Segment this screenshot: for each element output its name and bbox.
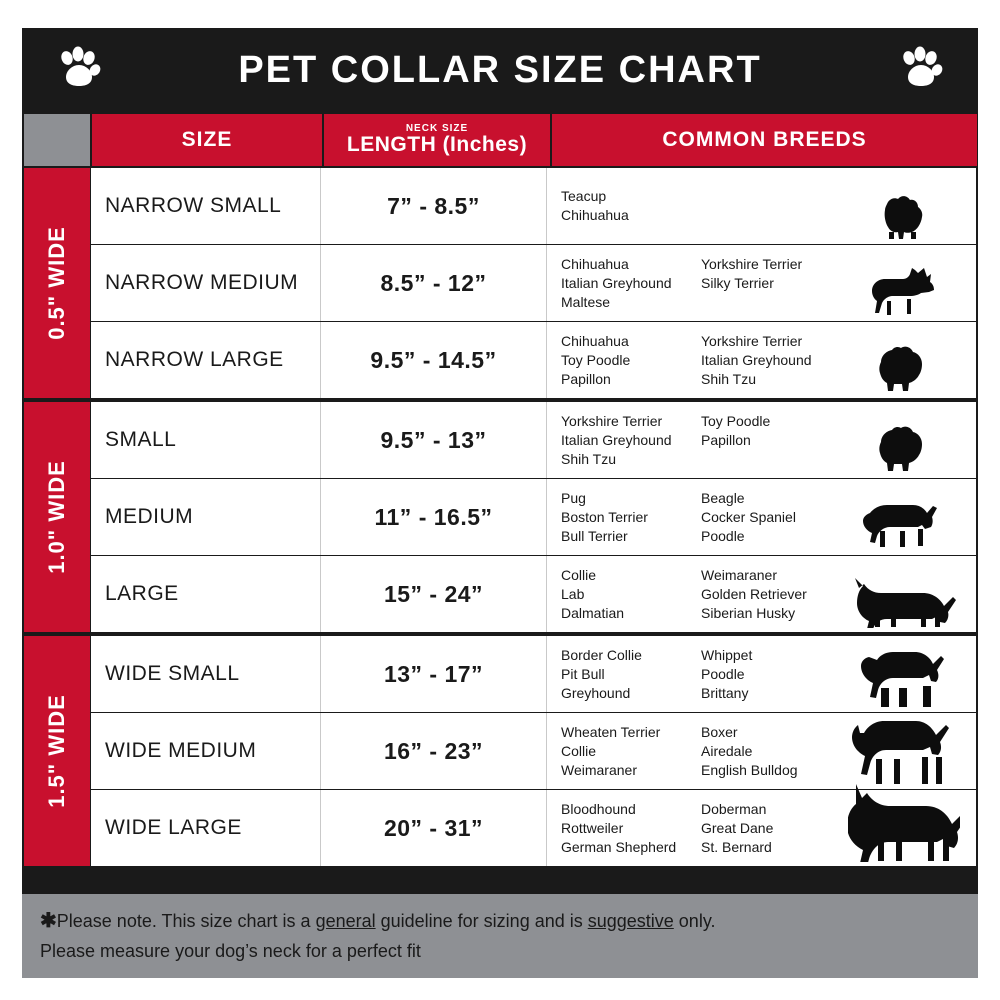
breed-name: Papillon: [561, 370, 611, 387]
header-breeds: COMMON BREEDS: [552, 114, 977, 166]
group-label-text: 0.5" WIDE: [44, 226, 70, 340]
header-length: [324, 114, 550, 166]
footer-emph-suggestive: suggestive: [587, 911, 674, 931]
breed-list: [701, 646, 841, 703]
breed-list: [561, 489, 701, 546]
breed-name: Rottweiler: [561, 819, 624, 836]
breed-name: Weimaraner: [701, 566, 777, 583]
breed-name: Collie: [561, 566, 597, 583]
breed-name: Great Dane: [701, 819, 774, 836]
breed-name: Bloodhound: [561, 800, 636, 817]
breed-name: Yorkshire Terrier: [561, 412, 663, 429]
breed-list: [701, 332, 841, 389]
cell-size: MEDIUM: [91, 479, 321, 555]
cell-size: WIDE LARGE: [91, 790, 321, 866]
breed-name: Italian Greyhound: [561, 274, 672, 291]
cell-breeds: [547, 713, 976, 789]
breed-list: [561, 646, 701, 703]
breed-name: Shih Tzu: [561, 450, 616, 467]
paw-icon: [898, 46, 944, 92]
breed-name: Dalmatian: [561, 604, 625, 621]
breed-name: Chihuahua: [561, 255, 629, 272]
cell-length: 11” - 16.5”: [321, 479, 547, 555]
table-row: [91, 402, 976, 478]
breed-name: Yorkshire Terrier: [701, 255, 803, 272]
breed-name: Doberman: [701, 800, 767, 817]
breed-name: Brittany: [701, 684, 749, 701]
beagle-silhouette: [844, 481, 964, 551]
breed-name: Bull Terrier: [561, 527, 628, 544]
breed-columns: [561, 800, 841, 857]
cell-length: 15” - 24”: [321, 556, 547, 632]
breed-name: Lab: [561, 585, 585, 602]
breed-name: Wheaten Terrier: [561, 723, 661, 740]
breed-name: Beagle: [701, 489, 745, 506]
table-row: [91, 556, 976, 632]
cell-breeds: [547, 636, 976, 712]
width-group: [22, 402, 978, 632]
group-rows: [91, 402, 978, 632]
header-size: SIZE: [92, 114, 322, 166]
breed-list: [701, 412, 841, 469]
breed-name: Border Collie: [561, 646, 642, 663]
breed-list: [561, 412, 701, 469]
cell-breeds: [547, 322, 976, 398]
paw-icon: [56, 46, 102, 92]
breed-name: Pug: [561, 489, 586, 506]
cell-breeds: [547, 556, 976, 632]
breed-name: Italian Greyhound: [701, 351, 812, 368]
breed-list: [701, 255, 841, 312]
breed-columns: [561, 566, 841, 623]
breed-name: Papillon: [701, 431, 751, 448]
breed-list: [701, 800, 841, 857]
breed-columns: [561, 646, 841, 703]
footer-text-a: Please note. This size chart is a: [56, 911, 316, 931]
table-row: [91, 168, 976, 244]
table-row: [91, 636, 976, 712]
cell-length: 9.5” - 13”: [321, 402, 547, 478]
papillon-silhouette: [844, 404, 964, 474]
yorkie-silhouette: [844, 170, 964, 240]
cell-breeds: [547, 790, 976, 866]
table-row: [91, 479, 976, 555]
group-label-2: [24, 636, 90, 866]
page-title: PET COLLAR SIZE CHART: [238, 48, 762, 91]
breed-name: Siberian Husky: [701, 604, 796, 621]
cell-breeds: [547, 402, 976, 478]
footer-line-1: [40, 906, 960, 936]
breed-name: Maltese: [561, 293, 611, 310]
doberman-silhouette: [844, 792, 964, 862]
cell-size: WIDE MEDIUM: [91, 713, 321, 789]
cell-length: 13” - 17”: [321, 636, 547, 712]
table-row: [91, 322, 976, 398]
boxer-silhouette: [844, 715, 964, 785]
breed-name: Pit Bull: [561, 665, 605, 682]
breed-columns: [561, 723, 841, 780]
footer-note: [22, 894, 978, 978]
breed-list: [701, 566, 841, 623]
group-rows: [91, 168, 978, 398]
width-group: [22, 168, 978, 398]
header-length-sub: NECK SIZE: [405, 123, 469, 134]
asterisk-icon: ✱: [40, 910, 57, 932]
breed-name: Airedale: [701, 742, 753, 759]
cell-breeds: [547, 168, 976, 244]
breed-name: Weimaraner: [561, 761, 637, 778]
breed-columns: [561, 489, 841, 546]
breed-name: Golden Retriever: [701, 585, 807, 602]
breed-name: English Bulldog: [701, 761, 798, 778]
header-corner-cell: [24, 114, 90, 166]
breed-name: Shih Tzu: [701, 370, 756, 387]
breed-list: [561, 566, 701, 623]
breed-name: Boston Terrier: [561, 508, 648, 525]
breed-name: Teacup: [561, 188, 607, 204]
cell-size: NARROW LARGE: [91, 322, 321, 398]
cell-breeds: [547, 245, 976, 321]
group-label-text: 1.0" WIDE: [44, 460, 70, 574]
cell-length: 7” - 8.5”: [321, 168, 547, 244]
breed-name: Greyhound: [561, 684, 631, 701]
table-body: [22, 168, 978, 866]
group-rows: [91, 636, 978, 866]
table-row: [91, 245, 976, 321]
breed-name: Poodle: [701, 665, 745, 682]
cell-length: 8.5” - 12”: [321, 245, 547, 321]
breed-name: Collie: [561, 742, 597, 759]
breed-name: St. Bernard: [701, 838, 772, 855]
breed-name: [701, 187, 841, 206]
chart-header: [22, 28, 978, 112]
group-label-text: 1.5" WIDE: [44, 694, 70, 808]
breed-list: [561, 723, 701, 780]
chart-frame: [22, 28, 978, 978]
footer-emph-general: general: [315, 911, 376, 931]
breed-columns: [561, 332, 841, 389]
breed-columns: [561, 187, 841, 225]
breed-list: [561, 187, 701, 225]
cell-size: LARGE: [91, 556, 321, 632]
footer-text-e: only.: [673, 911, 716, 931]
cell-size: NARROW SMALL: [91, 168, 321, 244]
table-header-row: [22, 112, 978, 168]
breed-list: [561, 332, 701, 389]
breed-name: Italian Greyhound: [561, 431, 672, 448]
cell-size: NARROW MEDIUM: [91, 245, 321, 321]
group-label-1: [24, 402, 90, 632]
cell-size: SMALL: [91, 402, 321, 478]
breed-name: Toy Poodle: [701, 412, 771, 429]
breed-name: Yorkshire Terrier: [701, 332, 803, 349]
breed-columns: [561, 255, 841, 312]
breed-list: [561, 800, 701, 857]
cell-size: WIDE SMALL: [91, 636, 321, 712]
bulldog-silhouette: [844, 638, 964, 708]
breed-name: Chihuahua: [561, 207, 629, 223]
group-label-0: [24, 168, 90, 398]
breed-name: Silky Terrier: [701, 274, 774, 291]
breed-list: [701, 187, 841, 225]
cell-length: 9.5” - 14.5”: [321, 322, 547, 398]
cell-length: 20” - 31”: [321, 790, 547, 866]
breed-list: [701, 723, 841, 780]
breed-name: Chihuahua: [561, 332, 629, 349]
breed-name: German Shepherd: [561, 838, 677, 855]
footer-text-c: guideline for sizing and is: [375, 911, 588, 931]
breed-list: [701, 489, 841, 546]
breed-name: Boxer: [701, 723, 738, 740]
breed-columns: [561, 412, 841, 469]
footer-line-2: Please measure your dog’s neck for a perfect fit: [40, 941, 421, 961]
breed-name: Whippet: [701, 646, 753, 663]
cell-breeds: [547, 479, 976, 555]
breed-name: Poodle: [701, 527, 745, 544]
header-length-main: LENGTH (Inches): [346, 133, 528, 156]
table-row: [91, 713, 976, 789]
cell-length: 16” - 23”: [321, 713, 547, 789]
papillon-silhouette: [844, 324, 964, 394]
width-group: [22, 636, 978, 866]
breed-name: Cocker Spaniel: [701, 508, 796, 525]
retriever-silhouette: [844, 558, 964, 628]
size-table: [22, 112, 978, 894]
breed-list: [561, 255, 701, 312]
table-row: [91, 790, 976, 866]
breed-name: Toy Poodle: [561, 351, 631, 368]
chihuahua-silhouette: [844, 247, 964, 317]
